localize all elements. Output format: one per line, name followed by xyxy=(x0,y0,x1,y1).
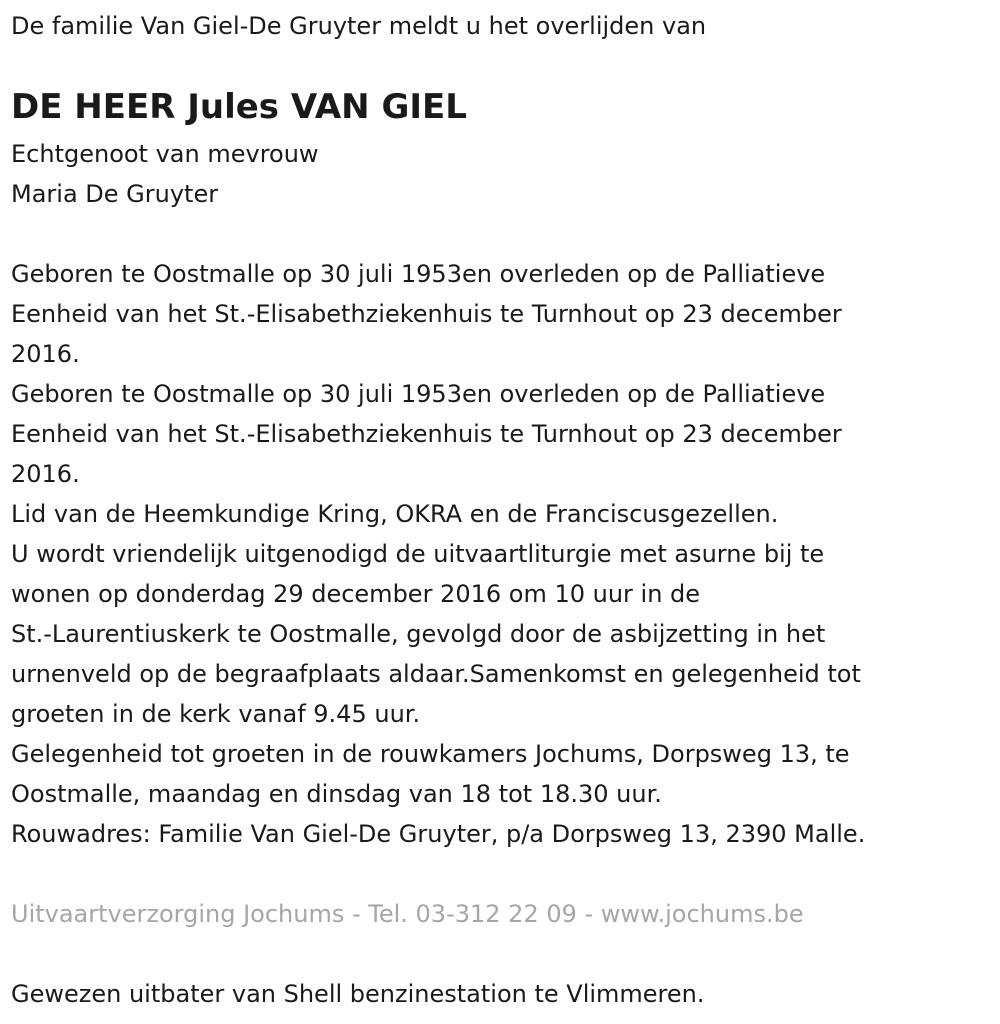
body-line: groeten in de kerk vanaf 9.45 uur. xyxy=(11,700,421,728)
body-line: wonen op donderdag 29 december 2016 om 10 uur in de xyxy=(11,580,701,608)
body-line: 2016. xyxy=(11,340,80,368)
body-line: Geboren te Oostmalle op 30 juli 1953en overleden op de Palliatieve xyxy=(11,260,826,288)
body-line: urnenveld op de begraafplaats aldaar.Samenkomst en gelegenheid tot xyxy=(11,660,861,688)
funeral-provider-info: Uitvaartverzorging Jochums - Tel. 03-312 22 09 - www.jochums.be xyxy=(11,900,804,928)
body-line: Geboren te Oostmalle op 30 juli 1953en overleden op de Palliatieve xyxy=(11,380,826,408)
body-line: Eenheid van het St.-Elisabethziekenhuis te Turnhout op 23 december xyxy=(11,420,842,448)
body-line: Rouwadres: Familie Van Giel-De Gruyter, p/a Dorpsweg 13, 2390 Malle. xyxy=(11,820,866,848)
body-line: Gelegenheid tot groeten in de rouwkamers Jochums, Dorpsweg 13, te xyxy=(11,740,850,768)
body-line: St.-Laurentiuskerk te Oostmalle, gevolgd door de asbijzetting in het xyxy=(11,620,826,648)
spouse-line: Echtgenoot van mevrouw xyxy=(11,140,319,168)
deceased-name: DE HEER Jules VAN GIEL xyxy=(11,87,467,127)
body-line: 2016. xyxy=(11,460,80,488)
spouse-line: Maria De Gruyter xyxy=(11,180,219,208)
extra-note: Gewezen uitbater van Shell benzinestation te Vlimmeren. xyxy=(11,980,705,1008)
intro-text: De familie Van Giel-De Gruyter meldt u het overlijden van xyxy=(11,12,707,40)
body-line: Oostmalle, maandag en dinsdag van 18 tot 18.30 uur. xyxy=(11,780,662,808)
body-line: Lid van de Heemkundige Kring, OKRA en de Franciscusgezellen. xyxy=(11,500,779,528)
body-line: Eenheid van het St.-Elisabethziekenhuis te Turnhout op 23 december xyxy=(11,300,842,328)
spouse-block xyxy=(11,134,319,214)
body-line: U wordt vriendelijk uitgenodigd de uitvaartliturgie met asurne bij te xyxy=(11,540,825,568)
obituary-body xyxy=(11,254,865,854)
